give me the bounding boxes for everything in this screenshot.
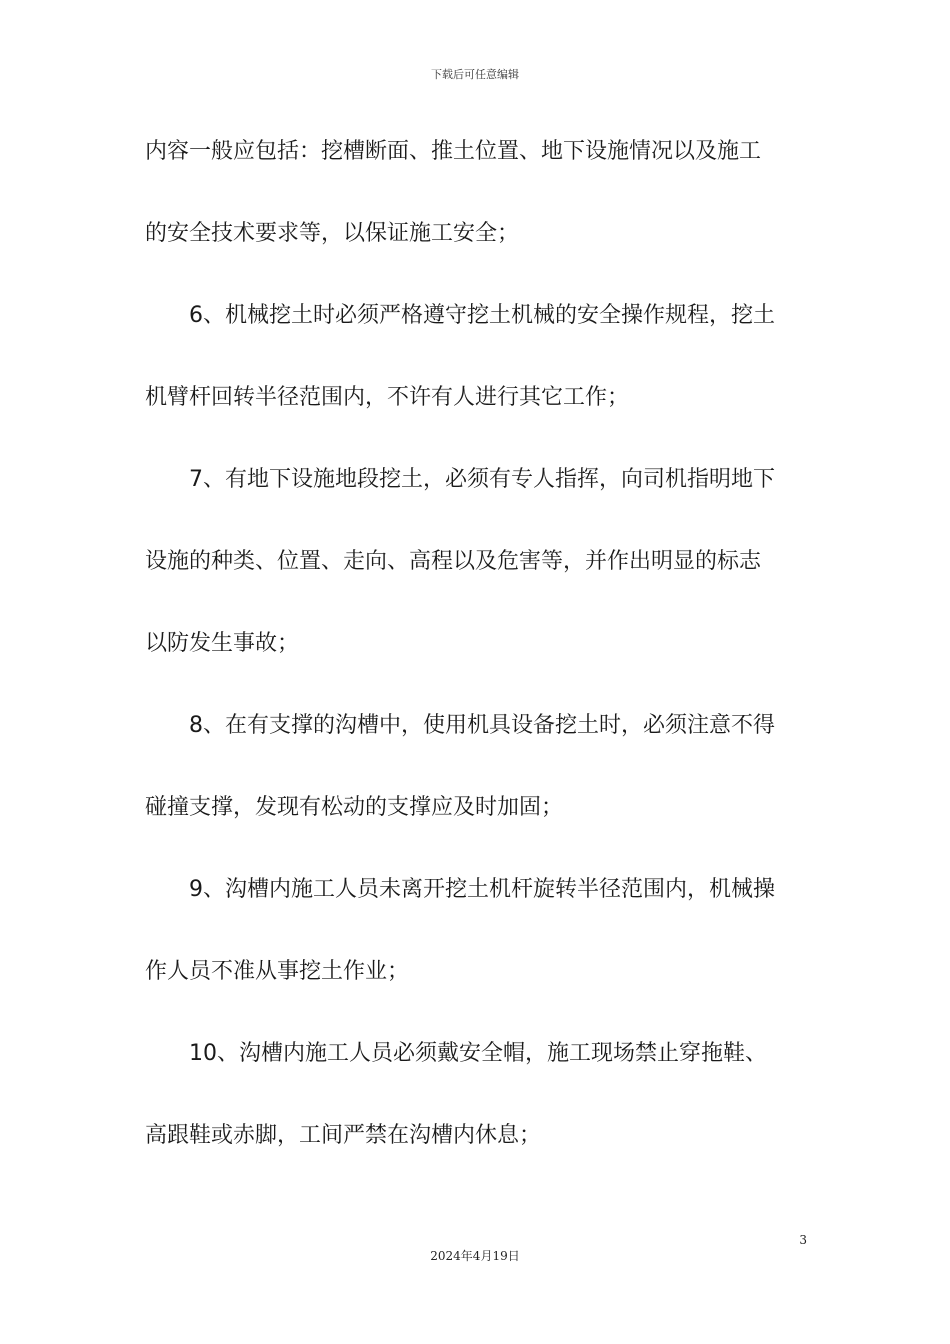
- paragraph-line: 9、沟槽内施工人员未离开挖土机杆旋转半径范围内，机械操: [189, 877, 775, 902]
- page-number: 3: [799, 1233, 807, 1247]
- page-header: 下载后可任意编辑: [431, 68, 519, 81]
- paragraph-line: 高跟鞋或赤脚，工间严禁在沟槽内休息；: [145, 1123, 542, 1148]
- paragraph-line: 设施的种类、位置、走向、高程以及危害等，并作出明显的标志: [145, 549, 762, 574]
- paragraph-line: 8、在有支撑的沟槽中，使用机具设备挖土时，必须注意不得: [189, 713, 775, 738]
- footer-date: 2024年4月19日: [430, 1249, 520, 1263]
- paragraph-line: 的安全技术要求等，以保证施工安全；: [145, 221, 520, 246]
- paragraph-line: 6、机械挖土时必须严格遵守挖土机械的安全操作规程，挖土: [189, 303, 775, 328]
- paragraph-line: 10、沟槽内施工人员必须戴安全帽，施工现场禁止穿拖鞋、: [189, 1041, 767, 1066]
- paragraph-line: 碰撞支撑，发现有松动的支撑应及时加固；: [145, 795, 564, 820]
- document-body: [145, 129, 807, 1195]
- paragraph-line: 内容一般应包括：挖槽断面、推土位置、地下设施情况以及施工: [145, 139, 762, 164]
- paragraph-line: 以防发生事故；: [145, 631, 300, 656]
- paragraph-line: 作人员不准从事挖土作业；: [145, 959, 410, 984]
- paragraph-line: 7、有地下设施地段挖土，必须有专人指挥，向司机指明地下: [189, 467, 775, 492]
- paragraph-line: 机臂杆回转半径范围内，不许有人进行其它工作；: [145, 385, 630, 410]
